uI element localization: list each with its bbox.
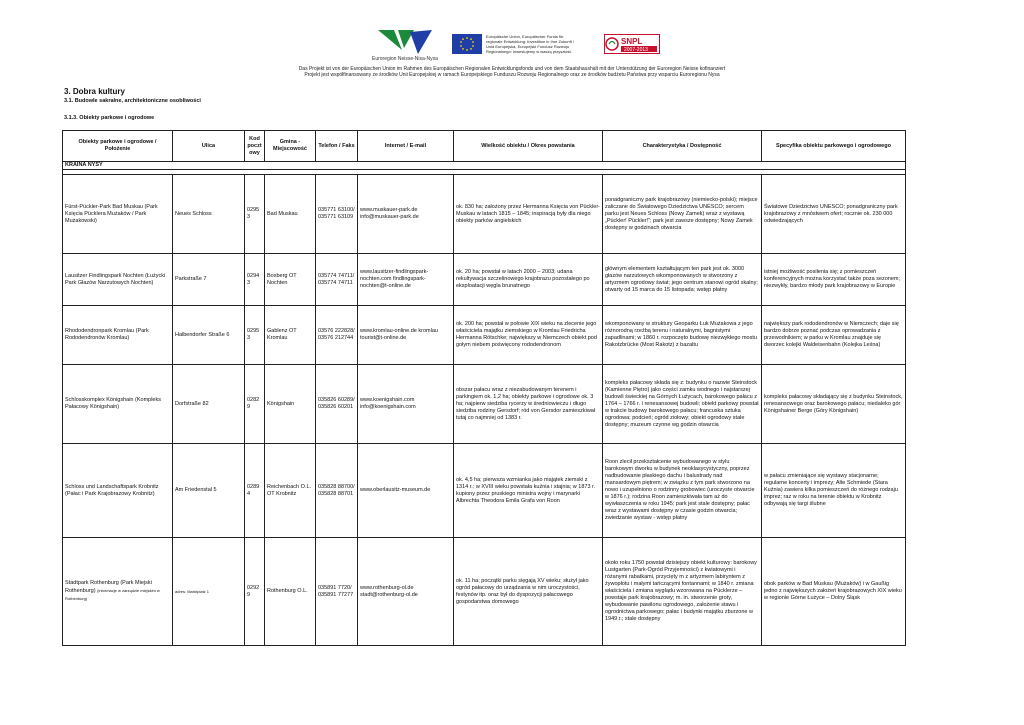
size-period: ok. 4,5 ha; pierwsza wzmianka jako majątek ziemski z 1314 r.; w XVIII wieku powstała kuźnia i stajnia; w 1873 r. kupiony przez pruskiego ministra wojny i marynarki Albrechta Theodora Emila Grafa von Roon xyxy=(454,444,603,538)
phone: 035826 60289/ 035826 60201 xyxy=(316,365,358,444)
description: około roku 1750 powstał dzisiejszy obiekt kulturowy: barokowy Lustgarten (Park-Ogród Przyjemności) z kwiatowymi i różanymi rabatkami, przycięty m z artyzmem labiryntem z żywopłotu i małymi tańczącymi fontannami; w 1840 r. zmiana właściciela i zmiana wyglądu wzorowana na Pücklerze – powstaje park krajobrazowy; m. in. stworzenie groty, wybudowanie pawilonu ogrodowego, założenie stawu i ogrodnictwa parkowego; pałac i budynki majątku zburzone w 1949 r.; stale dostępny xyxy=(603,538,762,646)
description: ponadgraniczny park krajobrazowy (niemiecko-polski); miejsce zaliczane do Światowego Dziedzictwa UNESCO; sercem parku jest Neues Schloss (Nowy Zamek) wraz z wystawą „Pückler! Pückler!”; park jest zawsze dostępny; Nowy Zamek dostępny w godzinach otwarcia xyxy=(603,175,762,254)
street: Parkstraße 7 xyxy=(173,254,245,306)
specifics: obok parków w Bad Muskau (Mużaków) i w Gaußig jedno z największych założeń krajobrazowych XIX wieku w regionie Górne Łużyce – Dolny Śląsk xyxy=(762,538,906,646)
size-period: obszar pałacu wraz z niezabudowanym terenem i parkingiem ok. 1,2 ha; obiekty parkowe i ogrodowe ok. 3 ha; najpierw siedziba rycerzy w średniowieczu i długo siedziba rodziny Gersdorf; ród von Gersdor zamieszkiwał tutaj co najmniej od 1383 r. xyxy=(454,365,603,444)
phone: 035891 7720/ 035891 77277 xyxy=(316,538,358,646)
size-period: ok. 830 ha; założony przez Hermanna Księcia von Pückler-Muskau w latach 1815 – 1845; inspiracją były dla niego obiekty parków angielskich xyxy=(454,175,603,254)
postcode: 02894 xyxy=(245,444,265,538)
park-name: Lausitzer Findlingspark Nochten (Łużycki Park Głazów Narzutowych Nochten) xyxy=(63,254,173,306)
town: Reichenbach O.L. OT Krobnitz xyxy=(265,444,316,538)
header-cell: Ulica xyxy=(173,131,245,162)
specifics: kompleks pałacowy składający się z budynku Steinstock, renesansowego oraz barokowego pałacu; niedaleko gór Königshainer Berge (Góry Königshain) xyxy=(762,365,906,444)
web-link[interactable]: www.oberlausitz-museum.de xyxy=(358,444,454,538)
table-header-row xyxy=(63,131,906,162)
town: Boxberg OT Nochten xyxy=(265,254,316,306)
table-row xyxy=(63,175,906,254)
web-link[interactable]: www.kromlau-online.de kromlau tourist@t-online.de xyxy=(358,306,454,365)
park-name: Fürst-Pückler-Park Bad Muskau (Park Księcia Pücklera Mużaków / Park Mużakowski) xyxy=(63,175,173,254)
table-row xyxy=(63,538,906,646)
euroregion-logo xyxy=(374,28,436,66)
eu-text-line: Europäische Union, Europäischer Fonds für xyxy=(486,34,564,39)
web-link[interactable]: www.lausitzer-findlingspark-nochten.com findlingspark-nochten@t-online.de xyxy=(358,254,454,306)
street: Dorfstraße 82 xyxy=(173,365,245,444)
size-period: ok. 11 ha; początki parku sięgają XV wieku; służył jako ogród pałacowy do urządzania w nim uroczystości, festynów itp. oraz był do dyspozycji pałacowego gospodarstwa domowego xyxy=(454,538,603,646)
phone: 03576 222828/ 03576 212744 xyxy=(316,306,358,365)
region-row xyxy=(63,162,906,170)
park-name-note: (informacje w zarządzie miejskim w Rothenburg) xyxy=(65,588,160,601)
street: adres: Marktplatz 1 xyxy=(173,538,245,646)
specifics: największy park rododendronów w Niemczech; daje się bardzo dobrze poznać podczas oprowadzania z przewodnikiem; w parku w Kromlau znajduje się dworzec kolejki Waldeisenbahn (Kolejka Leśna) xyxy=(762,306,906,365)
size-period: ok. 20 ha; powstał w latach 2000 – 2003; udana rekultywacja szczelinowego krajobrazu pozostałego po eksploatacji węgla brunatnego xyxy=(454,254,603,306)
header-cell: Kod poczt owy xyxy=(245,131,265,162)
specifics: w pałacu zmieniające się wystawy stacjonarne; regularne koncerty i imprezy; Alte Schmiede (Stara Kuźnia) zawiera kilka pomieszczeń do różnego rodzaju imprez; raz w roku na terenie obiektu w Krobnitz odbywają się targi ślubne xyxy=(762,444,906,538)
web-link[interactable]: www.muskauer-park.de info@muskauer-park.de xyxy=(358,175,454,254)
eu-flag-logo xyxy=(452,34,482,54)
eu-funding-text xyxy=(486,34,596,54)
funding-line-pl: Projekt jest współfinansowany ze środków Unii Europejskiej w ramach Europejskiego Funduszu Rozwoju Regionalnego oraz ze środków budżetu Państwa przy wsparciu Euroregionu Nysa xyxy=(304,72,720,78)
postcode: 02829 xyxy=(245,365,265,444)
euroregion-caption: Euroregion Neisse-Nisa-Nysa xyxy=(372,56,438,62)
phone: 035774 74711/ 035774 74711 xyxy=(316,254,358,306)
section-title: 3. Dobra kultury xyxy=(64,87,125,96)
park-name: Rhododendronpark Kromlau (Park Rododendronów Kromlau) xyxy=(63,306,173,365)
web-link[interactable]: www.koenigshain.com info@koenigshain.com xyxy=(358,365,454,444)
eu-text-line: Regionalnego: Inwestujemy w waszą przyszłość xyxy=(486,49,572,54)
description: Roon zlecił przekształcenie wybudowanego w stylu barokowym dworku w budynek neoklasycystyczny, poprzez nadbudowanie płaskiego dachu i balustrady nad mansardowym piętrem; w związku z tym park stworzono na nowo i uzupełniono o rodzinny grobowiec (uroczyste otwarcie w 1876 r.); rodzina Roon zamieszkiwała tam aż do wywłaszczenia w roku 1945; park jest stale dostępny; pałac wraz z wystawami dostępny w czasie godzin otwarcia; zwiedzanie wystaw - wstęp płatny xyxy=(603,444,762,538)
eu-text-line: regionale Entwicklung: Investition in Ihre Zukunft / xyxy=(486,39,575,44)
web-link[interactable]: www.rothenburg-ol.de stadt@rothenburg-ol.de xyxy=(358,538,454,646)
town: Bad Muskau xyxy=(265,175,316,254)
postcode: 02953 xyxy=(245,175,265,254)
table-row xyxy=(63,254,906,306)
phone: 035771 63100/ 035771 63109 xyxy=(316,175,358,254)
postcode: 02943 xyxy=(245,254,265,306)
funding-line-de: Das Projekt ist von der Europäischen Union im Rahmen des Europäischen Regionalen Entwicklungsfonds und von dem Staatshaushalt mit der Unterstützung der Euroregion Neisse kofinanziert xyxy=(298,66,726,72)
park-name: Stadtpark Rothenburg (Park Miejski Rothenburg) xyxy=(65,580,152,594)
region-label: KRAINA NYSY xyxy=(63,162,906,170)
size-period: ok. 200 ha; powstał w połowie XIX wieku na zlecenie jego właściciela majątku ziemskiego w Kromlau Friedricha Hermanna Rötschke; największy w Niemczech obiekt pod gołym niebem poświęcony rododendronom xyxy=(454,306,603,365)
snpl-logo xyxy=(604,34,660,54)
town: Königshain xyxy=(265,365,316,444)
specifics: istniej możliwość posilenia się; z pomieszczeń konferencyjnych można korzystać także poza sezonem; niezwykły, bardzo młody park krajobrazowy w Europie xyxy=(762,254,906,306)
description: kompleks pałacowy składa się z: budynku o nazwie Steinstock (Kamienne Piętro) jako części zamku wodnego i najstarszej budowli świeckiej na Górnych Łużycach, barokowego pałacu z 1764 – 1766 r. i renesansowej budowli; obiekt parkowy powstał w trakcie budowy barokowego pałacu; francuska sztuka ogrodowa; podcień; ogród ziołowy; obiekt ogrodowy stale dostępny; muzeum czynne wg godzin otwarcia xyxy=(603,365,762,444)
header-cell: Wielkość obiektu / Okres powstania xyxy=(454,131,603,162)
description: wkomponowany w struktury Geoparku Łuk Mużakowa z jego różnorodną rzeźbą terenu i naturalnymi, bagnistymi zapadlinami; w 1860 r. rozpoczęto budowę niezwykłego mostu Rakotzbrücke (Most Rakotz) z bazaltu xyxy=(603,306,762,365)
header-cell: Charakterystyka / Dostępność xyxy=(603,131,762,162)
parks-table xyxy=(62,130,906,646)
park-name-cell xyxy=(63,538,173,646)
description: głównym elementem kształtującym ten park jest ok. 3000 głazów narzutowych wkomponowanych w stworzony z artyzmem ogrodowy świat; jego centrum stanowi ogród skalny; otwarty od 15 marca do 15 listopada; wstęp płatny xyxy=(603,254,762,306)
snpl-years: 2007-2013 xyxy=(624,47,648,53)
park-name: Schloss und Landschaftspark Krobnitz (Pałac i Park Krajobrazowy Krobnitz) xyxy=(63,444,173,538)
table-row xyxy=(63,306,906,365)
park-name: Schlosskomplex Königshain (Kompleks Pałacowy Königshain) xyxy=(63,365,173,444)
subsection-title: 3.1.3. Obiekty parkowe i ogrodowe xyxy=(64,115,155,121)
logo-bar xyxy=(0,28,1024,68)
header-cell: Specyfika obiektu parkowego i ogrodowego xyxy=(762,131,906,162)
table-row xyxy=(63,444,906,538)
snpl-label: SNPL xyxy=(621,37,643,46)
header-cell: Internet / E-mail xyxy=(358,131,454,162)
header-cell: Telefon / Faks xyxy=(316,131,358,162)
header-cell: Gmina - Miejscowość xyxy=(265,131,316,162)
specifics: Światowe Dziedzictwo UNESCO; ponadgraniczny park krajobrazowy z mnóstwem ofert; rocznie ok. 230 000 odwiedzających xyxy=(762,175,906,254)
street: Am Friedenstal 5 xyxy=(173,444,245,538)
town: Rothenburg O.L. xyxy=(265,538,316,646)
eu-text-line: Unia Europejska, Europejski Fundusz Rozwoju xyxy=(486,44,570,49)
postcode: 02929 xyxy=(245,538,265,646)
postcode: 02953 xyxy=(245,306,265,365)
header-cell: Obiekty parkowe i ogrodowe / Położenie xyxy=(63,131,173,162)
section-subtitle: 3.1. Budowle sakralne, architektoniczne osobliwości xyxy=(64,98,201,104)
town: Gablenz OT Kromlau xyxy=(265,306,316,365)
phone: 035828 88700/ 035828 88701 xyxy=(316,444,358,538)
street: Halbendorfer Straße 6 xyxy=(173,306,245,365)
table-row xyxy=(63,365,906,444)
funding-notice xyxy=(0,66,1024,78)
street: Neues Schloss xyxy=(173,175,245,254)
